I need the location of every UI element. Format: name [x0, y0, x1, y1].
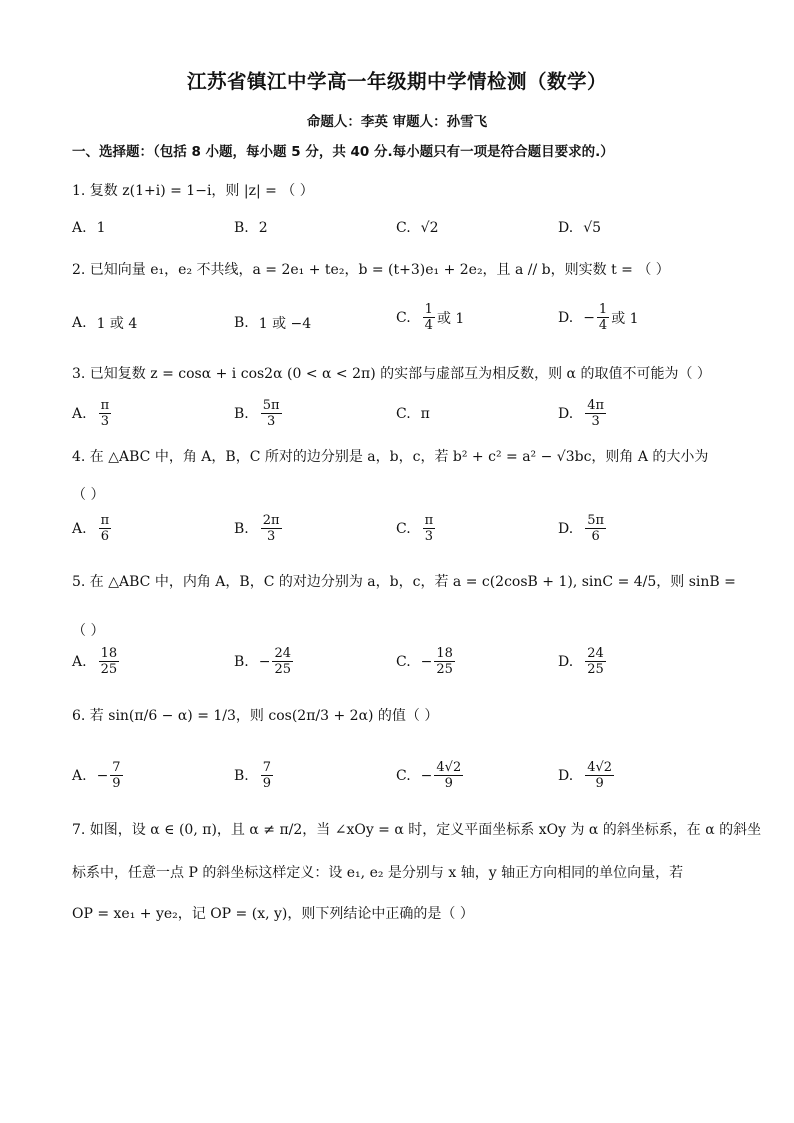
option-label: A.	[72, 220, 87, 236]
question-1-option-c	[396, 220, 439, 236]
fraction	[99, 646, 120, 677]
question-1-option-b	[234, 220, 268, 236]
fraction	[261, 513, 282, 544]
fraction	[261, 398, 282, 429]
option-prefix: −	[96, 767, 109, 784]
denominator: 9	[595, 776, 604, 791]
option-label: C.	[396, 309, 411, 326]
denominator: 4	[598, 318, 608, 333]
question-4-answer-blank: （ ）	[72, 487, 105, 503]
option-label: A.	[72, 767, 87, 784]
denominator: 25	[587, 662, 604, 677]
numerator: 4√2	[436, 760, 462, 775]
option-prefix: −	[583, 309, 595, 326]
question-4-option-b	[234, 513, 284, 544]
fraction	[423, 513, 436, 544]
fraction	[110, 760, 122, 791]
question-6-option-c	[396, 760, 465, 791]
question-7-line-3: OP = xe₁ + ye₂，记 OP = (x, y)，则下列结论中正确的是（ ）	[72, 906, 474, 922]
fraction	[597, 302, 609, 333]
question-6-stem: 6. 若 sin(π/6 − α) = 1/3，则 cos(2π/3 + 2α) 的值（ ）	[72, 708, 439, 724]
denominator: 3	[100, 414, 109, 429]
numerator: π	[100, 398, 110, 413]
numerator: 5π	[587, 513, 605, 528]
numerator: π	[424, 513, 434, 528]
option-label: C.	[396, 220, 411, 236]
option-label: A.	[72, 405, 87, 422]
numerator: π	[100, 513, 110, 528]
question-1-option-a	[72, 220, 105, 236]
option-suffix: 或 1	[436, 310, 465, 327]
question-5-option-d	[558, 646, 608, 677]
numerator: 1	[598, 302, 608, 317]
question-6-option-a	[72, 760, 125, 791]
question-5-option-c	[396, 646, 457, 677]
question-2-option-c	[396, 302, 464, 333]
question-6-option-b	[234, 760, 275, 791]
question-7-line-2: 标系中，任意一点 P 的斜坐标这样定义：设 e₁, e₂ 是分别与 x 轴，y 轴正方向相同的单位向量，若	[72, 865, 684, 881]
numerator: 18	[100, 646, 118, 661]
numerator: 1	[424, 302, 433, 317]
option-label: B.	[234, 653, 249, 670]
option-label: B.	[234, 405, 249, 422]
fraction	[434, 760, 463, 791]
question-3-option-d	[558, 398, 608, 429]
option-label: D.	[558, 520, 574, 537]
fraction	[99, 398, 112, 429]
question-1-option-d	[558, 220, 601, 236]
exam-authors: 命题人：李英 审题人：孙雪飞	[306, 114, 488, 130]
option-text: 1 或 −4	[258, 316, 312, 332]
option-label: A.	[72, 653, 87, 670]
option-label: D.	[558, 405, 574, 422]
option-label: C.	[396, 520, 411, 537]
option-label: B.	[234, 767, 249, 784]
option-label: C.	[396, 406, 411, 422]
denominator: 3	[591, 414, 600, 429]
numerator: 7	[112, 760, 121, 775]
fraction	[261, 760, 273, 791]
denominator: 3	[424, 529, 434, 544]
option-suffix: 或 1	[611, 310, 639, 327]
fraction	[585, 513, 606, 544]
fraction	[99, 513, 112, 544]
fraction	[423, 302, 435, 333]
question-4-stem: 4. 在 △ABC 中，角 A，B，C 所对的边分别是 a，b，c，若 b² + c² = a² − √3bc，则角 A 的大小为	[72, 449, 709, 465]
numerator: 4√2	[587, 760, 613, 775]
fraction	[434, 646, 455, 677]
fraction	[585, 760, 614, 791]
option-label: A.	[72, 520, 87, 537]
numerator: 24	[274, 646, 292, 661]
question-3-option-c	[396, 406, 430, 422]
option-label: D.	[558, 220, 574, 236]
fraction	[272, 646, 293, 677]
option-label: C.	[396, 767, 411, 784]
denominator: 4	[424, 318, 433, 333]
option-prefix: −	[420, 767, 433, 784]
option-label: D.	[558, 653, 574, 670]
option-label: B.	[234, 220, 249, 236]
section-heading: 一、选择题：（包括 8 小题，每小题 5 分，共 40 分.每小题只有一项是符合题目要求的.）	[72, 144, 614, 160]
option-text: 1 或 4	[96, 316, 138, 332]
question-5-option-b	[234, 646, 295, 677]
denominator: 6	[100, 529, 109, 544]
question-2-stem: 2. 已知向量 e₁，e₂ 不共线，a = 2e₁ + te₂，b = (t+3)e₁ + 2e₂，且 a // b，则实数 t = （ ）	[72, 262, 670, 278]
option-label: B.	[234, 315, 249, 331]
question-3-option-b	[234, 398, 284, 429]
option-text: 2	[258, 220, 268, 236]
denominator: 25	[100, 662, 118, 677]
option-label: D.	[558, 767, 574, 784]
denominator: 25	[274, 662, 292, 677]
question-4-option-a	[72, 513, 113, 544]
question-2-option-d	[558, 302, 639, 333]
numerator: 18	[436, 646, 453, 661]
option-prefix: −	[420, 653, 433, 670]
question-5-stem: 5. 在 △ABC 中，内角 A，B，C 的对边分别为 a，b，c，若 a = c(2cosB + 1), sinC = 4/5，则 sinB =	[72, 574, 736, 590]
question-2-option-a	[72, 313, 137, 333]
denominator: 25	[436, 662, 453, 677]
question-3-option-a	[72, 398, 113, 429]
question-5-option-a	[72, 646, 121, 677]
option-text: √5	[583, 220, 602, 236]
numerator: 4π	[587, 398, 605, 413]
question-4-option-d	[558, 513, 608, 544]
option-prefix: −	[258, 653, 271, 670]
option-label: A.	[72, 315, 87, 331]
denominator: 9	[444, 776, 453, 791]
question-7-stem: 7. 如图，设 α ∈ (0, π)，且 α ≠ π/2，当 ∠xOy = α 时，定义平面坐标系 xOy 为 α 的斜坐标系，在 α 的斜坐	[72, 822, 762, 838]
denominator: 6	[591, 529, 600, 544]
exam-title: 江苏省镇江中学高一年级期中学情检测（数学）	[186, 70, 607, 93]
denominator: 3	[267, 414, 276, 429]
question-6-option-d	[558, 760, 616, 791]
option-label: C.	[396, 653, 411, 670]
option-text: π	[420, 406, 430, 422]
numerator: 24	[587, 646, 604, 661]
numerator: 5π	[262, 398, 280, 413]
question-5-answer-blank: （ ）	[72, 623, 105, 639]
option-label: B.	[234, 520, 249, 537]
denominator: 9	[112, 776, 121, 791]
option-text: 1	[96, 220, 106, 236]
denominator: 9	[262, 776, 272, 791]
question-1-stem: 1. 复数 z(1+i) = 1−i，则 |z| = （ ）	[72, 183, 314, 199]
question-3-stem: 3. 已知复数 z = cosα + i cos2α (0 < α < 2π) 的实部与虚部互为相反数，则 α 的取值不可能为（ ）	[72, 366, 711, 382]
question-4-option-c	[396, 513, 437, 544]
fraction	[585, 646, 606, 677]
question-2-option-b	[234, 313, 311, 333]
option-label: D.	[558, 309, 574, 326]
option-text: √2	[420, 220, 439, 236]
numerator: 7	[262, 760, 272, 775]
numerator: 2π	[262, 513, 280, 528]
denominator: 3	[267, 529, 276, 544]
fraction	[585, 398, 606, 429]
